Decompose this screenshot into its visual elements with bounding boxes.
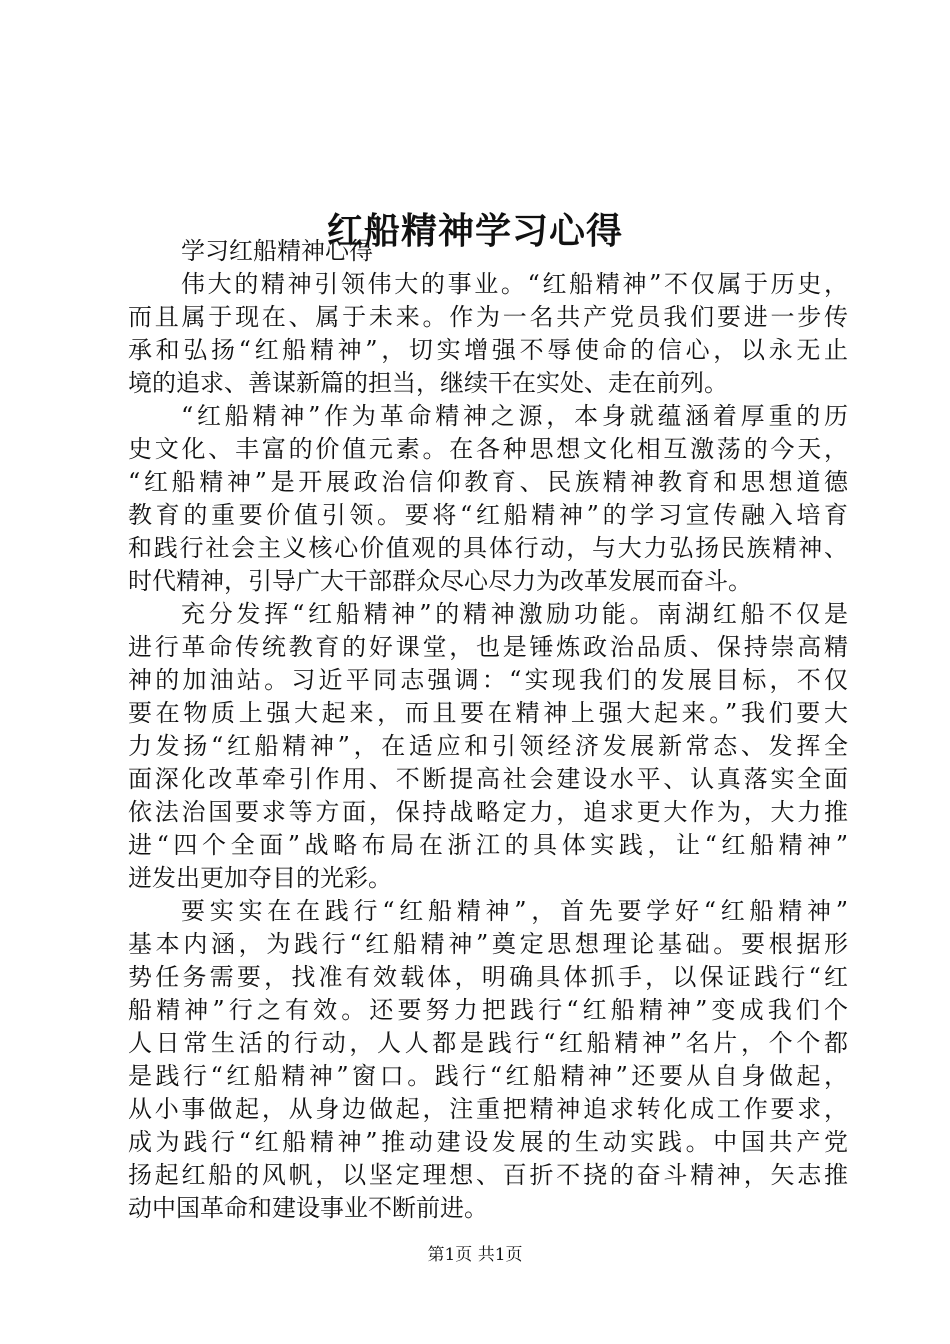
body-text-line: 船精神”行之有效。还要努力把践行“红船精神”变成我们个 xyxy=(128,996,848,1024)
body-text-line: 伟大的精神引领伟大的事业。“红船精神”不仅属于历史， xyxy=(181,270,848,298)
page-footer: 第1页 共1页 xyxy=(427,1245,523,1265)
body-text-line: 要在物质上强大起来，而且要在精神上强大起来。”我们要大 xyxy=(128,699,848,727)
body-text-line: 依法治国要求等方面，保持战略定力，追求更大作为，大力推 xyxy=(128,798,848,826)
body-text-line: 面深化改革牵引作用、不断提高社会建设水平、认真落实全面 xyxy=(128,765,848,793)
body-text-line: 和践行社会主义核心价值观的具体行动，与大力弘扬民族精神、 xyxy=(128,534,848,562)
body-text-line: 迸发出更加夺目的光彩。 xyxy=(128,864,392,892)
body-text-line: 从小事做起，从身边做起，注重把精神追求转化成工作要求， xyxy=(128,1095,848,1123)
body-text-line: 进“四个全面”战略布局在浙江的具体实践，让“红船精神” xyxy=(128,831,848,859)
body-text-line: “红船精神”作为革命精神之源，本身就蕴涵着厚重的历 xyxy=(181,402,848,430)
document-body xyxy=(128,235,848,1225)
body-text-line: 进行革命传统教育的好课堂，也是锤炼政治品质、保持崇高精 xyxy=(128,633,848,661)
body-text-line: 而且属于现在、属于未来。作为一名共产党员我们要进一步传 xyxy=(128,303,848,331)
body-text-line: 承和弘扬“红船精神”，切实增强不辱使命的信心，以永无止 xyxy=(128,336,848,364)
body-text-line: 神的加油站。习近平同志强调：“实现我们的发展目标，不仅 xyxy=(128,666,848,694)
body-text-line: “红船精神”是开展政治信仰教育、民族精神教育和思想道德 xyxy=(128,468,848,496)
body-text-line: 学习红船精神心得 xyxy=(181,237,373,265)
body-text-line: 充分发挥“红船精神”的精神激励功能。南湖红船不仅是 xyxy=(181,600,848,628)
body-text-line: 境的追求、善谋新篇的担当，继续干在实处、走在前列。 xyxy=(128,369,728,397)
body-text-line: 力发扬“红船精神”，在适应和引领经济发展新常态、发挥全 xyxy=(128,732,848,760)
body-text-line: 动中国革命和建设事业不断前进。 xyxy=(128,1194,488,1222)
page-title: 红船精神学习心得 xyxy=(326,210,623,253)
body-text-line: 教育的重要价值引领。要将“红船精神”的学习宣传融入培育 xyxy=(128,501,848,529)
body-text-line: 史文化、丰富的价值元素。在各种思想文化相互激荡的今天， xyxy=(128,435,848,463)
body-text-line: 势任务需要，找准有效载体，明确具体抓手，以保证践行“红 xyxy=(128,963,848,991)
body-text-line: 时代精神，引导广大干部群众尽心尽力为改革发展而奋斗。 xyxy=(128,567,752,595)
body-text-line: 成为践行“红船精神”推动建设发展的生动实践。中国共产党 xyxy=(128,1128,848,1156)
body-text-line: 扬起红船的风帆，以坚定理想、百折不挠的奋斗精神，矢志推 xyxy=(128,1161,848,1189)
body-text-line: 人日常生活的行动，人人都是践行“红船精神”名片，个个都 xyxy=(128,1029,848,1057)
body-text-line: 是践行“红船精神”窗口。践行“红船精神”还要从自身做起， xyxy=(128,1062,848,1090)
body-text-line: 基本内涵，为践行“红船精神”奠定思想理论基础。要根据形 xyxy=(128,930,848,958)
body-text-line: 要实实在在践行“红船精神”，首先要学好“红船精神” xyxy=(181,897,848,925)
